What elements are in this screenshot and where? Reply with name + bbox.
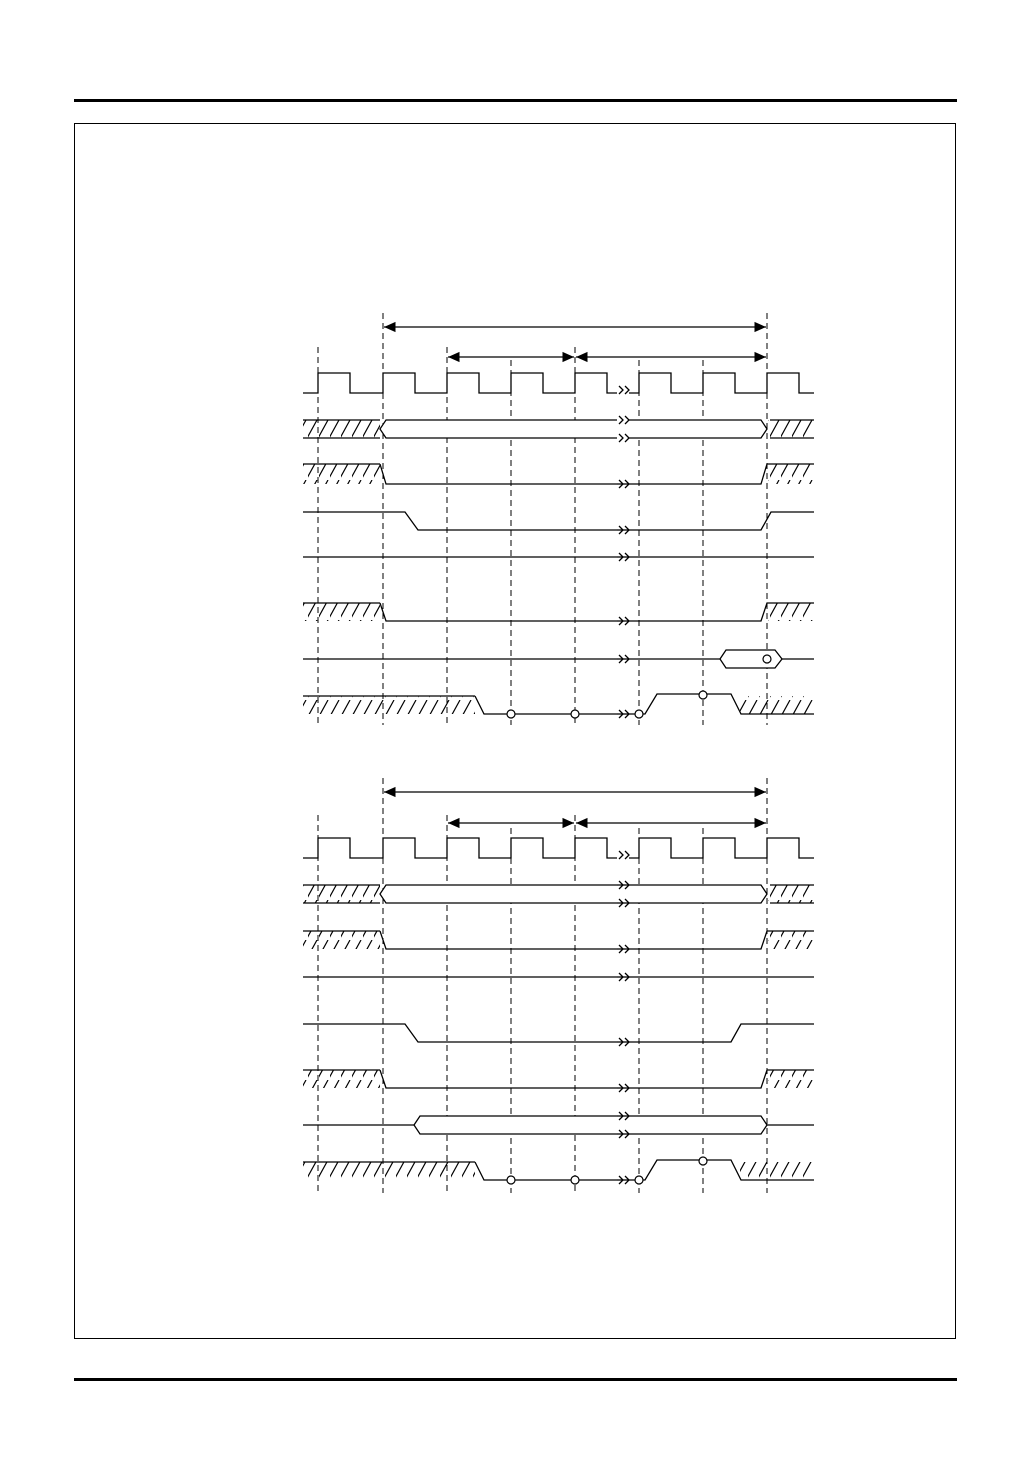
signal-6 (303, 603, 814, 621)
signal-6 (303, 1070, 814, 1088)
signal-7 (303, 650, 814, 668)
signal-4 (303, 512, 814, 530)
signal-3 (303, 931, 814, 949)
address-bus-signal (303, 420, 814, 438)
footer-rule (74, 1378, 957, 1381)
address-bus-signal (303, 885, 814, 903)
break-marks (617, 365, 629, 725)
timing-diagram-read-cycle (303, 313, 814, 725)
clock-signal (303, 373, 814, 393)
signal-3 (303, 464, 814, 484)
data-signal (303, 1157, 814, 1184)
signal-7 (303, 1116, 814, 1134)
clock-signal (303, 838, 814, 858)
signal-5 (303, 1024, 814, 1042)
timing-diagram-write-cycle (303, 778, 814, 1193)
data-signal (303, 691, 814, 718)
break-marks (617, 830, 629, 1193)
